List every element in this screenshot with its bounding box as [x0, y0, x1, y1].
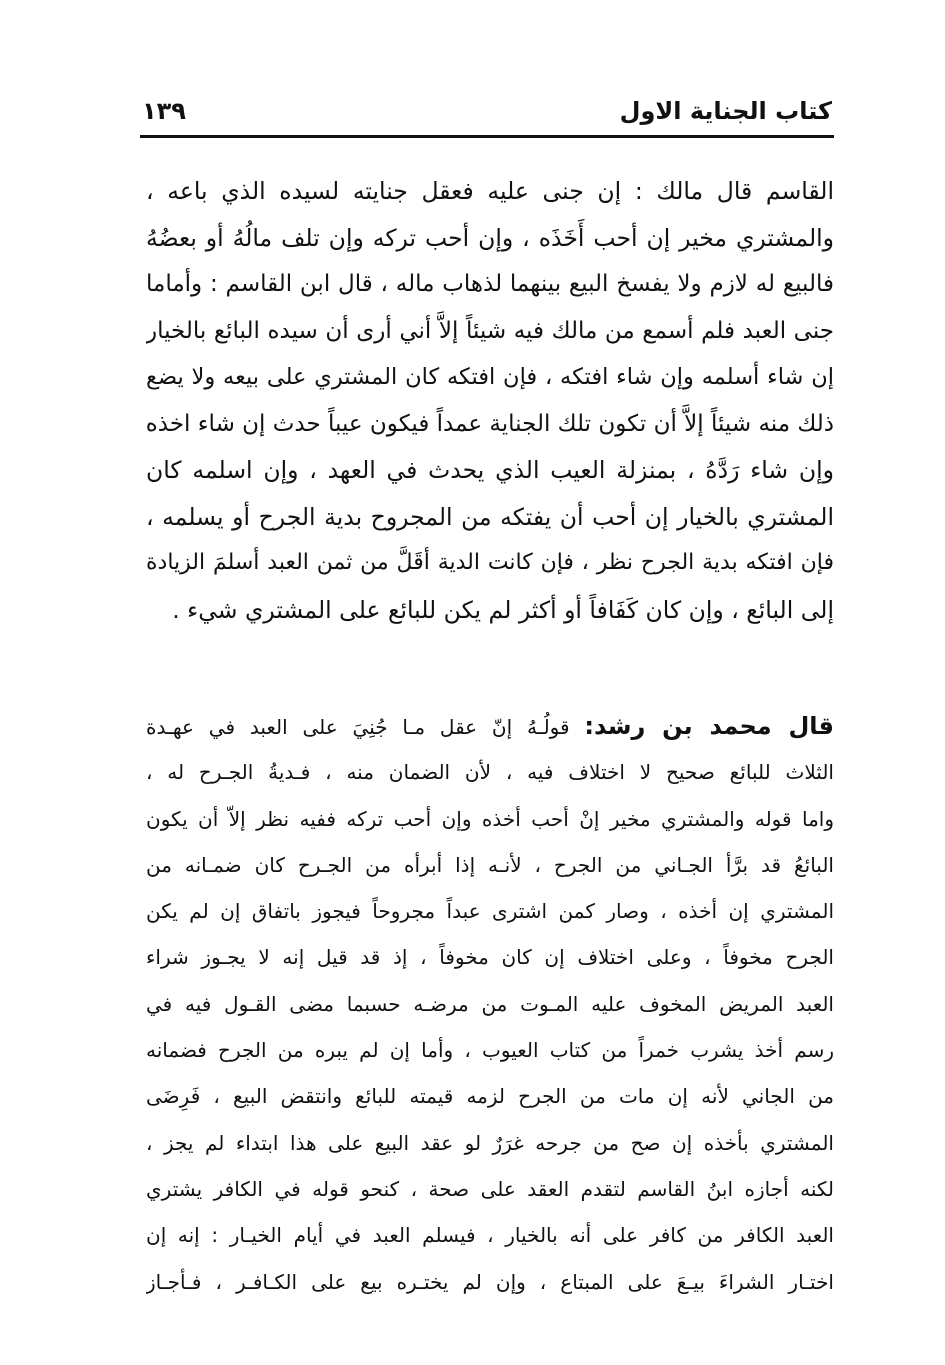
- paragraph-malik-quote: [146, 168, 834, 633]
- text-line: ذلك منه شيئاً إلاَّ أن تكون تلك الجناية عمداً فيكون عيباً حدث إن شاء اخذه: [146, 410, 834, 437]
- text-line: رسم أخذ يشرب خمراً من كتاب العيوب ، وأما إن لم يبره من الجرح فضمانه: [146, 1038, 834, 1063]
- text-line: من الجاني لأنه إن مات من الجرح لزمه قيمته للبائع وانتقض البيع ، فَرِضَى: [146, 1084, 834, 1109]
- text-line: المشتري إن أخذه ، وصار كمن اشترى عبداً مجروحاً فيجوز باتفاق إن لم يكن: [146, 899, 834, 924]
- text-line: فإن افتكه بدية الجرح نظر ، فإن كانت الدية أقَلَّ من ثمن العبد أسلمَ الزيادة: [146, 550, 834, 575]
- text-line: الثلاث للبائع صحيح لا اختلاف فيه ، لأن الضمان منه ، فـديةُ الجـرح له ،: [146, 760, 834, 785]
- text-line-first: [146, 703, 834, 749]
- text-line: جنى العبد فلم أسمع من مالك فيه شيئاً إلاَّ أني أرى أن سيده البائع بالخيار: [146, 317, 834, 344]
- running-title: كتاب الجناية الاول: [619, 97, 832, 125]
- text-line: فالبيع له لازم ولا يفسخ البيع بينهما لذهاب ماله ، قال ابن القاسم : وأماما: [146, 271, 834, 297]
- text-line: القاسم قال مالك : إن جنى عليه فعقل جنايته لسيده الذي باعه ،: [146, 177, 834, 205]
- text-line: لكنه أجازه ابنُ القاسم لتقدم العقد على صحة ، كنحو قوله في الكافر يشتري: [146, 1176, 834, 1201]
- text-line: المشتري بالخيار إن أحب أن يفتكه من المجروح بدية الجرح أو يسلمه ،: [146, 502, 834, 531]
- text-line: والمشتري مخير إن أحب أَخَذَه ، وإن أحب تركه وإن تلف مالُهُ أو بعضُهُ: [146, 223, 834, 252]
- text-line: اختـار الشراءَ بيـعَ على المبتاع ، وإن لم يختـره بيع على الكـافـر ، فـأجـاز: [146, 1269, 834, 1294]
- text-line: إلى البائع ، وإن كان كَفَافاً أو أكثر لم يكن للبائع على المشتري شيء .: [172, 595, 834, 624]
- text-line: إن شاء أسلمه وإن شاء افتكه ، فإن افتكه كان المشتري على بيعه ولا يضع: [146, 364, 834, 390]
- text-line: العبد المريض المخوف عليه المـوت من مرضـه حسبما مضى القـول فيه في: [146, 991, 834, 1016]
- text-line: واما قوله والمشتري مخير إنْ أحب أخذه وإن أحب تركه ففيه نظر إلاّ أن يكون: [146, 806, 834, 831]
- commentator-heading: قال محمد بن رشد:: [584, 712, 834, 740]
- first-line-text: قولُـهُ إنّ عقل مـا جُنِيَ على العبد في عهـدة: [146, 715, 585, 739]
- text-line: وإن شاء رَدَّهُ ، بمنزلة العيب الذي يحدث في العهد ، وإن اسلمه كان: [146, 456, 834, 484]
- text-line: البائعُ قد برَّأ الجـاني من الجرح ، لأنـه إذا أبرأه من الجـرح كان ضمـانه من: [146, 852, 834, 877]
- text-line: العبد الكافر من كافر على أنه بالخيار ، فيسلم العبد في أيام الخيـار : إنه إن: [146, 1223, 834, 1248]
- text-line: المشتري بأخذه إن صح من جرحه غرَرٌ لو عقد البيع على هذا ابتداء لم يجز ،: [146, 1130, 834, 1155]
- paragraph-ibn-rushd-commentary: [146, 703, 834, 1305]
- page-number: ١٣٩: [142, 97, 186, 125]
- text-line: الجرح مخوفاً ، وعلى اختلاف إن كان مخوفاً ، إذ قد قيل إنه لا يجـوز شراء: [146, 945, 834, 970]
- header-rule: [140, 135, 834, 138]
- page-header: [142, 92, 832, 136]
